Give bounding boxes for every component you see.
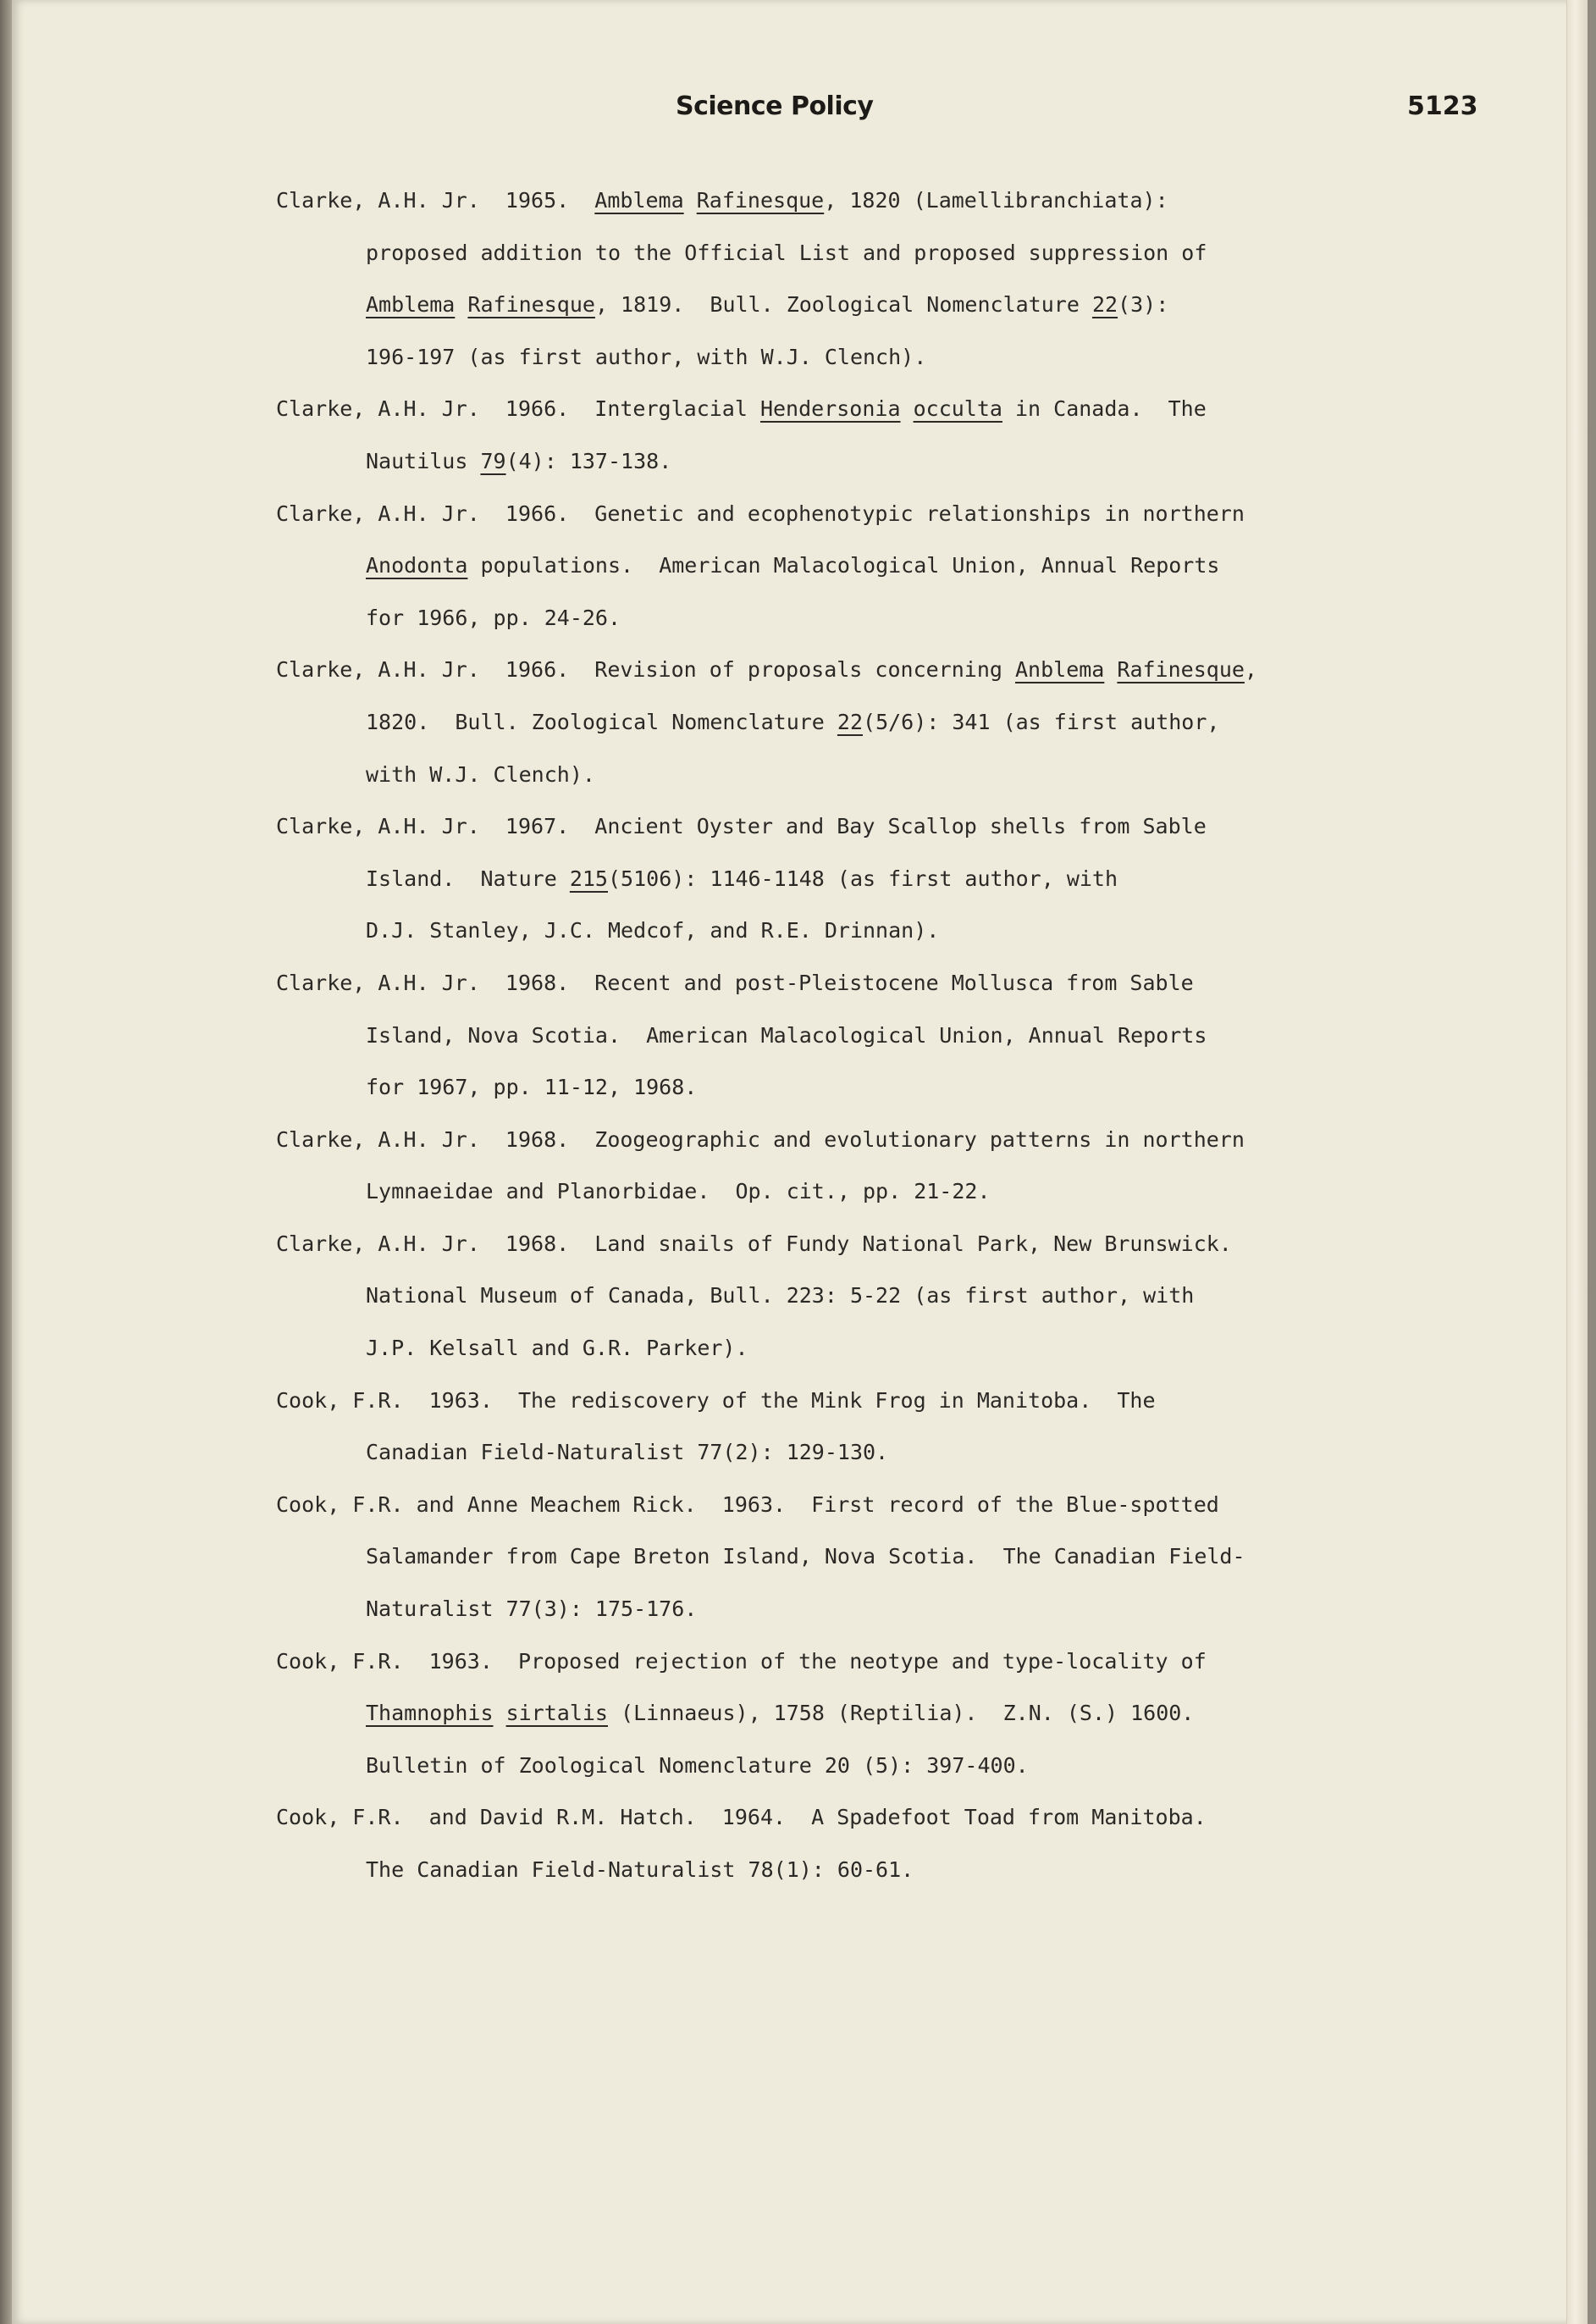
- reference-text: [1104, 657, 1117, 682]
- reference-text: (Linnaeus), 1758 (Reptilia). Z.N. (S.) 1600.: [608, 1701, 1195, 1726]
- reference-entry: [276, 1791, 1377, 1895]
- reference-text: National Museum of Canada, Bull. 223: 5-22 (as first author, with: [366, 1283, 1195, 1309]
- reference-text: (3):: [1118, 292, 1169, 318]
- reference-continuation-line: [276, 1844, 1377, 1896]
- reference-text: for 1967, pp. 11-12, 1968.: [366, 1075, 698, 1100]
- reference-entry: [276, 1375, 1377, 1479]
- reference-continuation-line: [276, 435, 1377, 488]
- reference-text: Salamander from Cape Breton Island, Nova Scotia. The Canadian Field-: [366, 1544, 1245, 1569]
- reference-continuation-line: [276, 1687, 1377, 1740]
- reference-text: (4): 137-138.: [505, 448, 672, 473]
- reference-text: Naturalist 77(3): 175-176.: [366, 1596, 698, 1622]
- document-page: [12, 0, 1575, 2324]
- reference-continuation-line: [276, 1010, 1377, 1062]
- page-edge: [1566, 0, 1588, 2324]
- reference-first-line: [276, 1218, 1377, 1270]
- reference-continuation-line: [276, 592, 1377, 645]
- reference-text: The Canadian Field-Naturalist 78(1): 60-61.: [366, 1857, 914, 1882]
- underlined-text: Amblema: [594, 188, 684, 213]
- reference-text: Island, Nova Scotia. American Malacological Union, Annual Reports: [366, 1022, 1207, 1048]
- reference-text: Cook, F.R. and Anne Meachem Rick. 1963. First record of the Blue-spotted: [276, 1491, 1219, 1517]
- reference-text: Clarke, A.H. Jr. 1965.: [276, 188, 595, 213]
- reference-text: [455, 292, 467, 317]
- reference-text: Cook, F.R. 1963. The rediscovery of the Mink Frog in Manitoba. The: [276, 1387, 1156, 1413]
- underlined-text: 215: [569, 866, 608, 891]
- underlined-text: sirtalis: [505, 1701, 608, 1726]
- reference-text: [684, 188, 697, 213]
- reference-text: Clarke, A.H. Jr. 1968. Land snails of Fundy National Park, New Brunswick.: [276, 1231, 1232, 1256]
- reference-text: Clarke, A.H. Jr. 1968. Zoogeographic and evolutionary patterns in northern: [276, 1126, 1245, 1152]
- reference-first-line: [276, 644, 1377, 696]
- underlined-text: Thamnophis: [366, 1701, 494, 1726]
- reference-continuation-line: [276, 853, 1377, 905]
- reference-text: Clarke, A.H. Jr. 1966. Genetic and ecophenotypic relationships in northern: [276, 501, 1245, 526]
- reference-text: 1820. Bull. Zoological Nomenclature: [366, 709, 837, 734]
- reference-continuation-line: [276, 540, 1377, 592]
- reference-first-line: [276, 1375, 1377, 1427]
- underlined-text: 79: [480, 448, 506, 473]
- reference-continuation-line: [276, 1270, 1377, 1322]
- reference-text: Island. Nature: [366, 866, 570, 891]
- reference-continuation-line: [276, 1426, 1377, 1479]
- reference-continuation-line: [276, 1165, 1377, 1218]
- reference-text: ,: [1244, 657, 1257, 683]
- reference-first-line: [276, 174, 1377, 227]
- reference-text: in Canada. The: [1002, 396, 1207, 422]
- reference-text: Clarke, A.H. Jr. 1968. Recent and post-Pleistocene Mollusca from Sable: [276, 970, 1194, 995]
- underlined-text: Rafinesque: [467, 292, 595, 318]
- reference-continuation-line: [276, 227, 1377, 279]
- reference-first-line: [276, 488, 1377, 540]
- underlined-text: Rafinesque: [1117, 657, 1245, 683]
- underlined-text: Anodonta: [366, 553, 468, 578]
- underlined-text: Rafinesque: [696, 188, 825, 213]
- reference-text: Clarke, A.H. Jr. 1966. Revision of proposals concerning: [276, 657, 1015, 683]
- underlined-text: 22: [837, 709, 864, 734]
- reference-continuation-line: [276, 905, 1377, 957]
- reference-first-line: [276, 383, 1377, 435]
- reference-entry: [276, 800, 1377, 957]
- reference-continuation-line: [276, 331, 1377, 384]
- running-title: Science Policy: [676, 91, 874, 121]
- reference-entry: [276, 1635, 1377, 1792]
- reference-first-line: [276, 1479, 1377, 1531]
- underlined-text: 22: [1091, 292, 1118, 318]
- reference-entry: [276, 644, 1377, 800]
- reference-text: , 1820 (Lamellibranchiata):: [824, 188, 1168, 213]
- reference-continuation-line: [276, 1740, 1377, 1792]
- reference-text: D.J. Stanley, J.C. Medcof, and R.E. Drinnan).: [366, 918, 940, 943]
- reference-first-line: [276, 1114, 1377, 1166]
- reference-text: Lymnaeidae and Planorbidae. Op. cit., pp. 21-22.: [366, 1179, 991, 1204]
- book-binding-shadow: [0, 0, 12, 2324]
- reference-list: [276, 174, 1377, 1896]
- reference-continuation-line: [276, 279, 1377, 331]
- reference-first-line: [276, 1635, 1377, 1688]
- reference-first-line: [276, 1791, 1377, 1844]
- reference-text: Nautilus: [366, 448, 481, 473]
- reference-text: Bulletin of Zoological Nomenclature 20 (5): 397-400.: [366, 1752, 1029, 1778]
- reference-entry: [276, 174, 1377, 383]
- reference-continuation-line: [276, 696, 1377, 749]
- reference-text: for 1966, pp. 24-26.: [366, 605, 621, 630]
- reference-text: Cook, F.R. 1963. Proposed rejection of the neotype and type-locality of: [276, 1648, 1207, 1674]
- reference-entry: [276, 488, 1377, 645]
- reference-text: [494, 1701, 506, 1725]
- reference-text: (5/6): 341 (as first author,: [863, 709, 1220, 734]
- underlined-text: Anblema: [1014, 657, 1105, 683]
- reference-text: with W.J. Clench).: [366, 761, 595, 787]
- reference-text: J.P. Kelsall and G.R. Parker).: [366, 1336, 748, 1361]
- underlined-text: Hendersonia: [759, 396, 901, 422]
- reference-entry: [276, 1114, 1377, 1218]
- reference-continuation-line: [276, 1061, 1377, 1114]
- reference-text: (5106): 1146-1148 (as first author, with: [607, 866, 1118, 891]
- underlined-text: occulta: [913, 396, 1002, 422]
- reference-first-line: [276, 800, 1377, 853]
- reference-entry: [276, 383, 1377, 487]
- reference-text: Clarke, A.H. Jr. 1967. Ancient Oyster and Bay Scallop shells from Sable: [276, 814, 1207, 839]
- reference-text: , 1819. Bull. Zoological Nomenclature: [594, 292, 1092, 318]
- reference-entry: [276, 1479, 1377, 1635]
- reference-entry: [276, 957, 1377, 1114]
- page-header: [12, 91, 1575, 134]
- reference-text: Cook, F.R. and David R.M. Hatch. 1964. A Spadefoot Toad from Manitoba.: [276, 1805, 1207, 1830]
- reference-text: [901, 396, 914, 421]
- reference-text: populations. American Malacological Union, Annual Reports: [467, 553, 1220, 578]
- reference-continuation-line: [276, 1530, 1377, 1583]
- underlined-text: Amblema: [366, 292, 456, 318]
- reference-continuation-line: [276, 749, 1377, 801]
- reference-text: Clarke, A.H. Jr. 1966. Interglacial: [276, 396, 760, 422]
- reference-continuation-line: [276, 1583, 1377, 1635]
- reference-text: proposed addition to the Official List and proposed suppression of: [366, 240, 1207, 265]
- reference-first-line: [276, 957, 1377, 1010]
- reference-entry: [276, 1218, 1377, 1375]
- reference-continuation-line: [276, 1322, 1377, 1375]
- reference-text: Canadian Field-Naturalist 77(2): 129-130.: [366, 1440, 889, 1465]
- page-number: 5123: [1407, 91, 1478, 121]
- reference-text: 196-197 (as first author, with W.J. Clench).: [366, 344, 927, 369]
